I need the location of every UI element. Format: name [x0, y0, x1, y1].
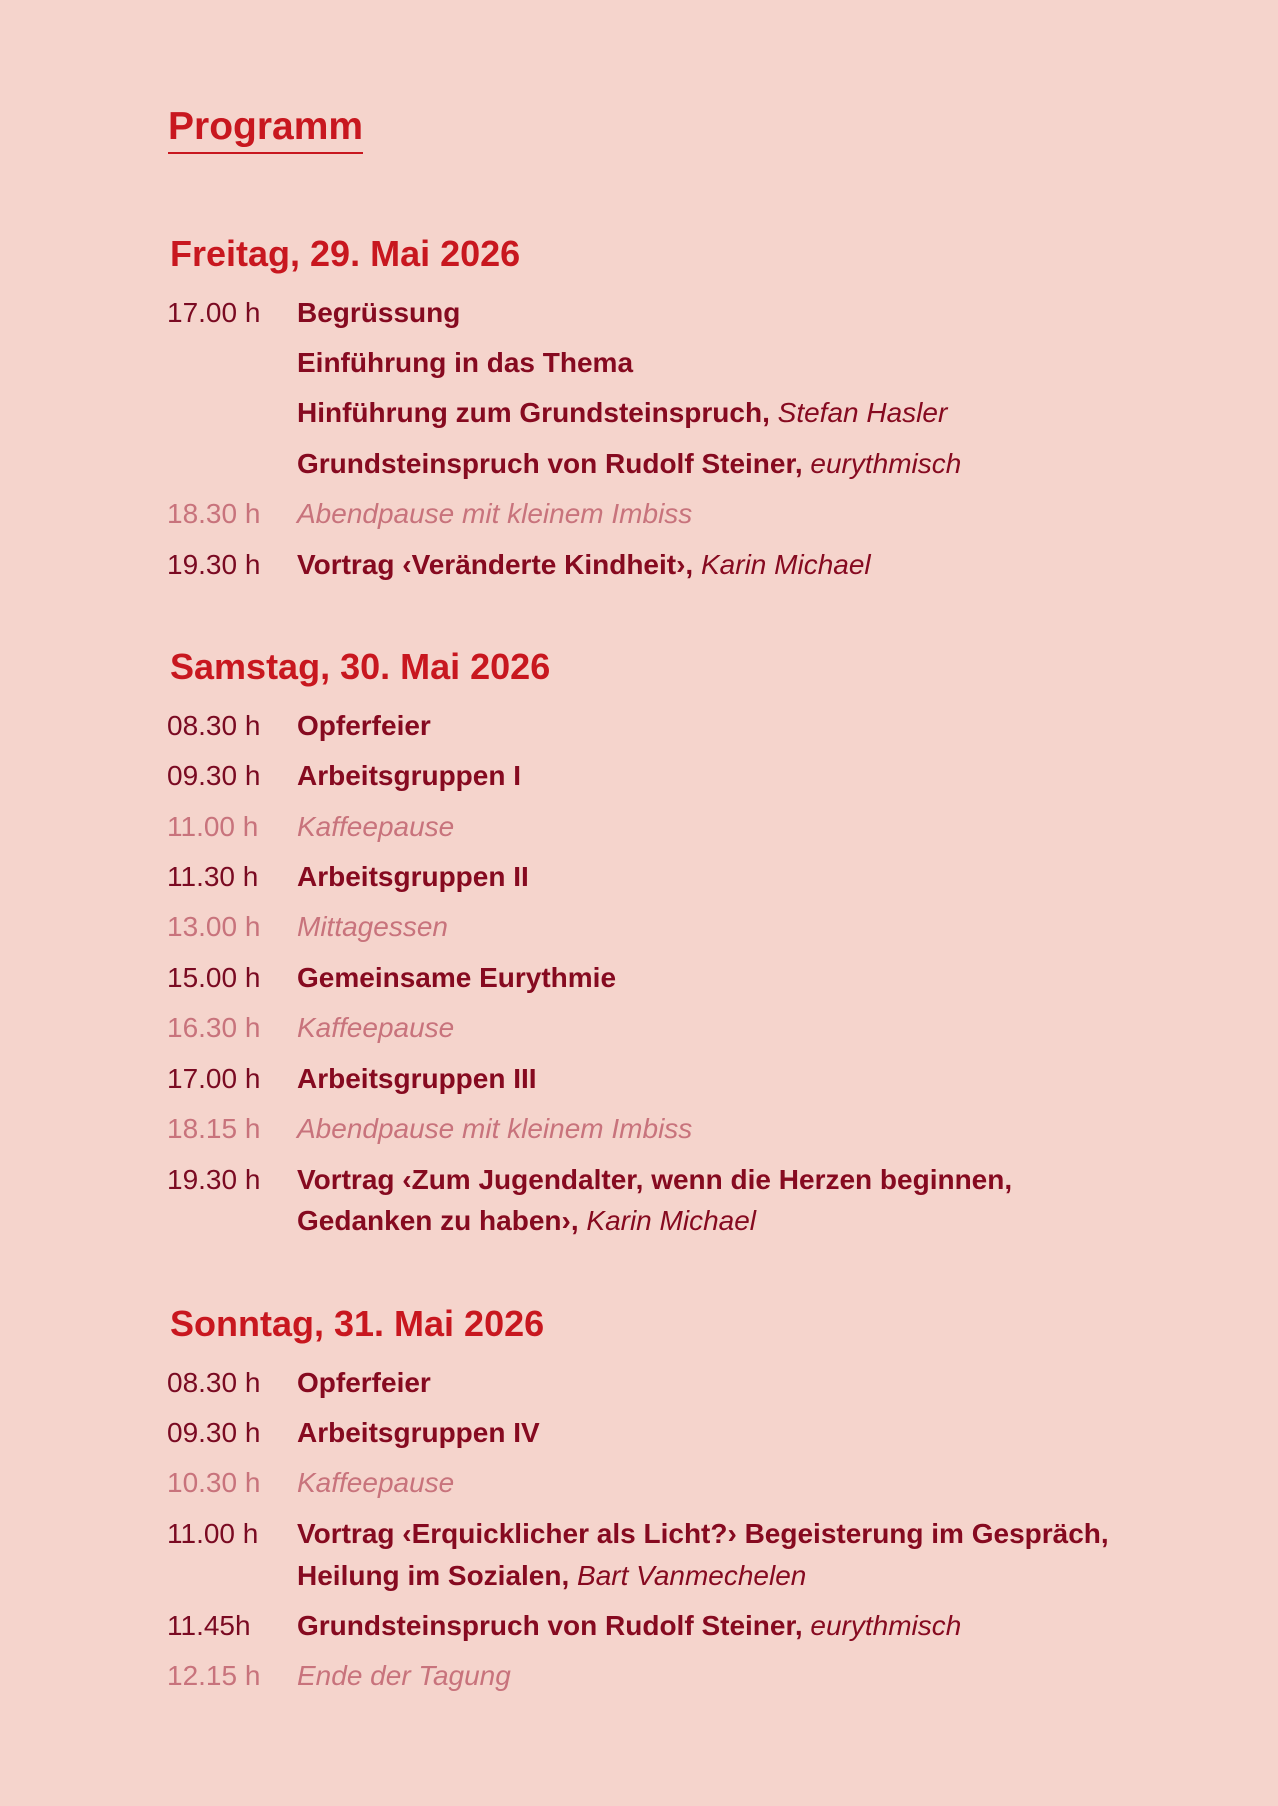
event-title: Kaffeepause [297, 811, 455, 842]
speaker-name: eurythmisch [810, 1610, 962, 1641]
event-title: Arbeitsgruppen I [297, 760, 522, 791]
event-text [297, 705, 431, 747]
time-label: 17.00 h [167, 1063, 261, 1094]
speaker-name: eurythmisch [810, 448, 962, 479]
day-heading: Samstag, 30. Mai 2026 [170, 646, 551, 687]
event-title: Opferfeier [297, 710, 431, 741]
event-title: Ende der Tagung [297, 1660, 511, 1691]
time-label: 19.30 h [167, 549, 261, 580]
time-label: 09.30 h [167, 1417, 261, 1448]
speaker-name: Stefan Hasler [777, 397, 948, 428]
event-title: Kaffeepause [297, 1467, 455, 1498]
event-text [297, 856, 529, 898]
event-text [297, 1200, 756, 1242]
event-title: Gemeinsame Eurythmie [297, 962, 617, 993]
event-title: Hinführung zum Grundsteinspruch, [297, 397, 770, 428]
event-title: Grundsteinspruch von Rudolf Steiner, [297, 1610, 803, 1641]
time-label: 09.30 h [167, 760, 261, 791]
time-label: 18.30 h [167, 498, 261, 529]
event-text [297, 443, 961, 485]
event-text [297, 392, 947, 434]
event-text [297, 342, 633, 384]
event-title: Abendpause mit kleinem Imbiss [297, 1113, 693, 1144]
event-text [297, 755, 521, 797]
time-label: 12.15 h [167, 1660, 261, 1691]
time-label: 11.00 h [167, 1518, 259, 1549]
time-label: 08.30 h [167, 710, 261, 741]
time-label: 15.00 h [167, 962, 261, 993]
time-label: 11.45h [167, 1610, 251, 1641]
speaker-name: Karin Michael [586, 1205, 757, 1236]
time-label: 19.30 h [167, 1164, 261, 1195]
time-label: 17.00 h [167, 297, 261, 328]
day-heading: Sonntag, 31. Mai 2026 [170, 1303, 545, 1344]
event-text [297, 1605, 961, 1647]
event-title: Arbeitsgruppen III [297, 1063, 537, 1094]
event-title: Mittagessen [297, 911, 448, 942]
event-text [297, 1412, 540, 1454]
time-label: 11.00 h [167, 811, 259, 842]
event-title: Vortrag ‹Zum Jugendalter, wenn die Herzen beginnen, [297, 1164, 1013, 1195]
event-title: Vortrag ‹Veränderte Kindheit›, [297, 549, 694, 580]
event-text [297, 292, 460, 334]
time-label: 16.30 h [167, 1012, 261, 1043]
event-title: Kaffeepause [297, 1012, 455, 1043]
event-text [297, 1555, 806, 1597]
event-title: Gedanken zu haben›, [297, 1205, 579, 1236]
event-text [297, 544, 871, 586]
page-title: Programm [168, 104, 363, 154]
event-text [297, 1058, 537, 1100]
event-text [297, 1462, 454, 1504]
event-title: Vortrag ‹Erquicklicher als Licht?› Begeisterung im Gespräch, [297, 1518, 1109, 1549]
event-title: Arbeitsgruppen II [297, 861, 529, 892]
speaker-name: Karin Michael [701, 549, 871, 580]
time-label: 18.15 h [167, 1113, 261, 1144]
event-title: Einführung in das Thema [297, 347, 634, 378]
event-title: Arbeitsgruppen IV [297, 1417, 540, 1448]
event-text [297, 1159, 1012, 1201]
speaker-name: Bart Vanmechelen [577, 1560, 807, 1591]
event-text [297, 1362, 431, 1404]
event-text [297, 1655, 511, 1697]
event-text [297, 1513, 1109, 1555]
event-text [297, 806, 454, 848]
event-text [297, 1108, 692, 1150]
time-label: 08.30 h [167, 1367, 261, 1398]
day-heading: Freitag, 29. Mai 2026 [170, 233, 521, 274]
event-title: Heilung im Sozialen, [297, 1560, 570, 1591]
event-title: Opferfeier [297, 1367, 431, 1398]
time-label: 13.00 h [167, 911, 261, 942]
event-title: Abendpause mit kleinem Imbiss [297, 498, 693, 529]
event-text [297, 493, 692, 535]
event-title: Grundsteinspruch von Rudolf Steiner, [297, 448, 803, 479]
time-label: 11.30 h [167, 861, 259, 892]
event-text [297, 906, 448, 948]
event-title: Begrüssung [297, 297, 461, 328]
event-text [297, 1007, 454, 1049]
time-label: 10.30 h [167, 1467, 261, 1498]
event-text [297, 957, 616, 999]
